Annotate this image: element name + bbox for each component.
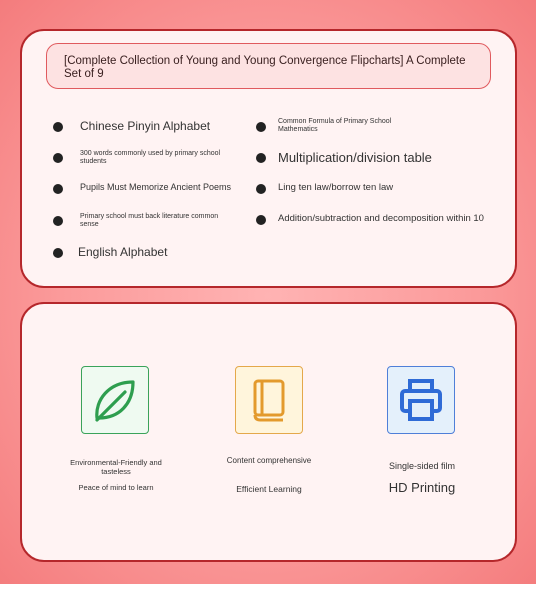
features-card <box>20 302 517 562</box>
list-item-label: Chinese Pinyin Alphabet <box>80 119 211 133</box>
list-item-label: Common Formula of Primary School Mathematics <box>278 118 392 133</box>
list-item-label: English Alphabet <box>78 245 168 259</box>
bullet-icon <box>256 153 266 163</box>
bullet-icon <box>53 184 63 194</box>
bullet-icon <box>256 184 266 194</box>
book-icon <box>249 377 289 423</box>
leaf-icon <box>89 374 141 426</box>
list-item-label: 300 words commonly used by primary school students <box>80 150 221 165</box>
content-feature-tile <box>235 366 303 434</box>
content-caption: Content comprehensive <box>226 456 312 465</box>
bullet-icon <box>256 215 266 225</box>
eco-subcaption: Peace of mind to learn <box>78 483 154 492</box>
product-title: [Complete Collection of Young and Young Convergence Flipcharts] A Complete Set of 9 <box>46 43 491 89</box>
print-subcaption: HD Printing <box>388 480 456 495</box>
print-feature-tile <box>387 366 455 434</box>
printer-icon <box>398 377 444 423</box>
print-caption: Single-sided film <box>388 461 456 471</box>
bullet-icon <box>53 122 63 132</box>
bullet-icon <box>256 122 266 132</box>
bottom-strip <box>0 584 536 592</box>
bullet-icon <box>53 153 63 163</box>
content-subcaption: Efficient Learning <box>236 484 302 494</box>
bullet-icon <box>53 216 63 226</box>
list-item-label: Multiplication/division table <box>278 150 432 165</box>
eco-caption: Environmental-Friendly and tasteless <box>70 458 162 476</box>
list-item-label: Addition/subtraction and decomposition within 10 <box>278 213 484 224</box>
eco-feature-tile <box>81 366 149 434</box>
list-item-label: Primary school must back literature common sense <box>80 213 219 228</box>
list-item-label: Pupils Must Memorize Ancient Poems <box>80 182 232 192</box>
list-item-label: Ling ten law/borrow ten law <box>278 182 394 193</box>
contents-card <box>20 29 517 288</box>
bullet-icon <box>53 248 63 258</box>
